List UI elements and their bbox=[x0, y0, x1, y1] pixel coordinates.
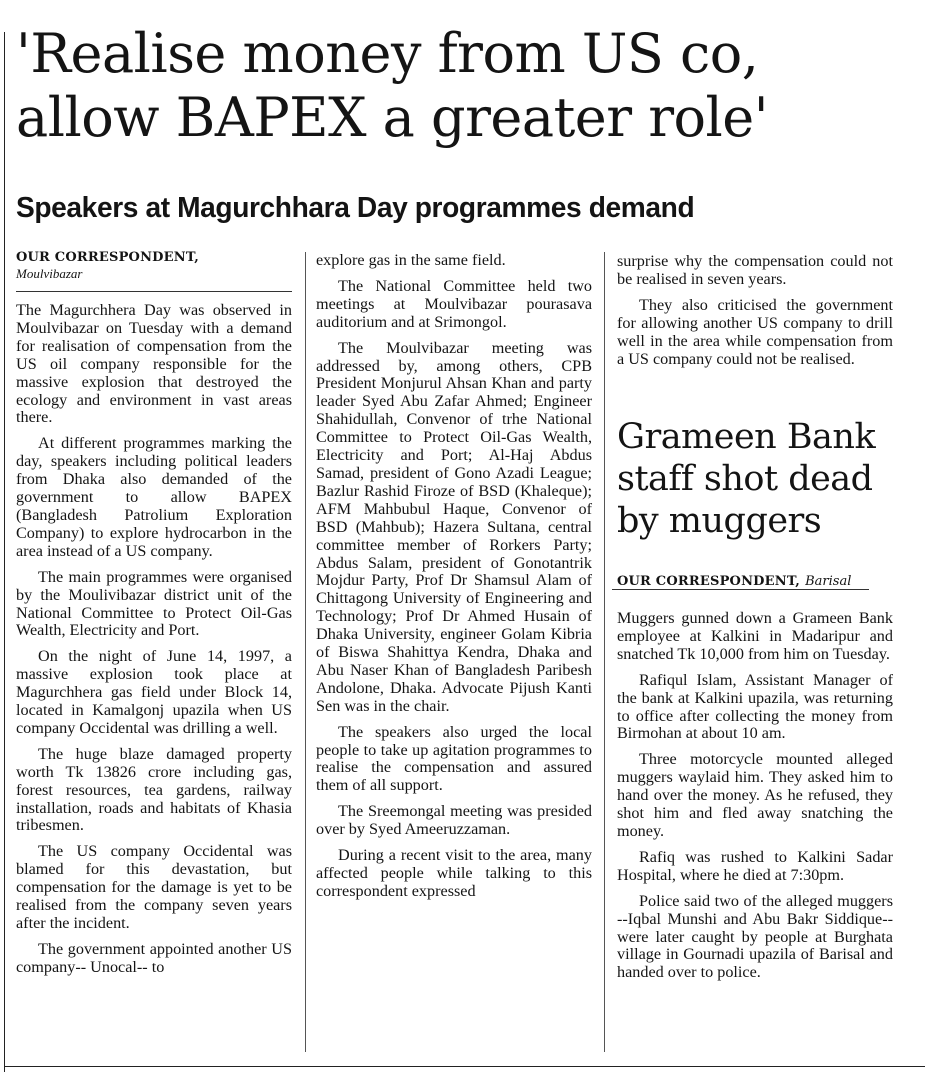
paragraph: The US company Occidental was blamed for this devastation, but compensation for the damage is yet to be realised from the company seven years after the incident. bbox=[16, 842, 292, 932]
byline bbox=[16, 250, 292, 282]
paragraph: The government appointed another US company-- Unocal-- to bbox=[16, 939, 292, 976]
second-byline-name: OUR CORRESPONDENT, bbox=[617, 574, 800, 589]
headline-line-2: allow BAPEX a greater role' bbox=[16, 86, 769, 149]
article-column-1 bbox=[16, 250, 292, 985]
second-byline bbox=[617, 570, 917, 589]
paragraph: The Sreemongal meeting was presided over by Syed Ameeruzzaman. bbox=[316, 802, 592, 839]
paragraph: surprise why the compensation could not be realised in seven years. bbox=[617, 252, 893, 288]
second-byline-rule bbox=[612, 589, 869, 590]
second-headline: Grameen Bank staff shot dead by muggers bbox=[617, 417, 876, 541]
paragraph: During a recent visit to the area, many affected people while talking to this correspondent expressed bbox=[316, 846, 592, 900]
paragraph: explore gas in the same field. bbox=[316, 251, 506, 269]
paragraph: Three motorcycle mounted alleged muggers waylaid him. They asked him to hand over the money. As he refused, they shot him and fled away snatching the money. bbox=[617, 750, 893, 840]
paragraph: They also criticised the government for allowing another US company to drill well in the area while compensation from a US company could not be realised. bbox=[617, 295, 893, 368]
paragraph: Rafiqul Islam, Assistant Manager of the bank at Kalkini upazila, was returning to office after collecting the money from Birmohan at about 10 am. bbox=[617, 670, 893, 743]
paragraph: The Moulvibazar meeting was addressed by, among others, CPB President Monjurul Ahsan Khan and party leader Syed Abu Zafar Ahmed; Engineer Shahidullah, Convenor of trhe National Committee to Protect Oil-Gas Wealth, Electricity and Port; Al-Haj Abdus Samad, president of Gono Azadi League; Bazlur Rashid Firoze of BSD (Khaleque); AFM Mahbubul Haque, Convenor of BSD (Mahbub); Hazera Sultana, central committee member of Rorkers Party; Abdus Salam, president of Gonotantrik Mojdur Party, Prof Dr Shamsul Alam of Chittagong University of Engineering and Technology; Prof Dr Ahmed Husain of Dhaka University, engineer Golam Kibria of Biswa Shahittya Kendra, Dhaka and Abu Naser Khan of Bangladesh Paribesh Andolone, Dhaka. Advocate Pijush Kanti Sen was in the chair. bbox=[316, 338, 592, 715]
paragraph: On the night of June 14, 1997, a massive explosion took place at Magurchhera gas field under Block 14, located in Kamalgonj upazila when US company Occidental was drilling a well. bbox=[16, 647, 292, 737]
paragraph: The main programmes were organised by the Moulivibazar district unit of the National Committee to Protect Oil-Gas Wealth, Electricity and Port. bbox=[16, 567, 292, 640]
paragraph: The huge blaze damaged property worth Tk 13826 crore including gas, forest resources, tea gardens, railway installation, roads and habitats of Khasia tribesmen. bbox=[16, 744, 292, 835]
headline-line-1: 'Realise money from US co, bbox=[16, 22, 759, 85]
paragraph: Police said two of the alleged muggers --Iqbal Munshi and Abu Bakr Siddique-- were later caught by people at Burghata village in Gournadi upazila of Barisal and handed over to police. bbox=[617, 891, 893, 982]
page-bottom-rule bbox=[4, 1066, 925, 1067]
paragraph: The Magurchhera Day was observed in Moulvibazar on Tuesday with a demand for realisation of compensation from the US oil company responsible for the massive explosion that destroyed the ecology and environment in vast areas there. bbox=[16, 301, 292, 427]
paragraph: The speakers also urged the local people to take up agitation programmes to realise the compensation and assured them of all support. bbox=[316, 722, 592, 795]
column-rule-2 bbox=[604, 252, 605, 1052]
byline-name: OUR CORRESPONDENT, bbox=[16, 250, 199, 265]
paragraph: Rafiq was rushed to Kalkini Sadar Hospital, where he died at 7:30pm. bbox=[617, 847, 893, 884]
second-article-body bbox=[617, 610, 893, 990]
article-column-2 bbox=[316, 252, 592, 909]
article-column-3 bbox=[617, 253, 893, 376]
second-byline-place: Barisal bbox=[805, 574, 852, 589]
subheadline: Speakers at Magurchhara Day programmes demand bbox=[16, 192, 695, 224]
byline-rule bbox=[16, 291, 292, 292]
byline-place: Moulvibazar bbox=[16, 266, 83, 281]
paragraph: Muggers gunned down a Grameen Bank employee at Kalkini in Madaripur and snatched Tk 10,000 from him on Tuesday. bbox=[617, 609, 893, 663]
paragraph: The National Committee held two meetings at Moulvibazar pourasava auditorium and at Srimongol. bbox=[316, 276, 592, 331]
main-headline bbox=[16, 22, 916, 150]
page-left-rule bbox=[4, 32, 5, 1072]
paragraph: At different programmes marking the day, speakers including political leaders from Dhaka also demanded of the government to allow BAPEX (Bangladesh Patrolium Exploration Company) to explore hydrocarbon in the area instead of a US company. bbox=[16, 434, 292, 560]
column-rule-1 bbox=[305, 252, 306, 1052]
